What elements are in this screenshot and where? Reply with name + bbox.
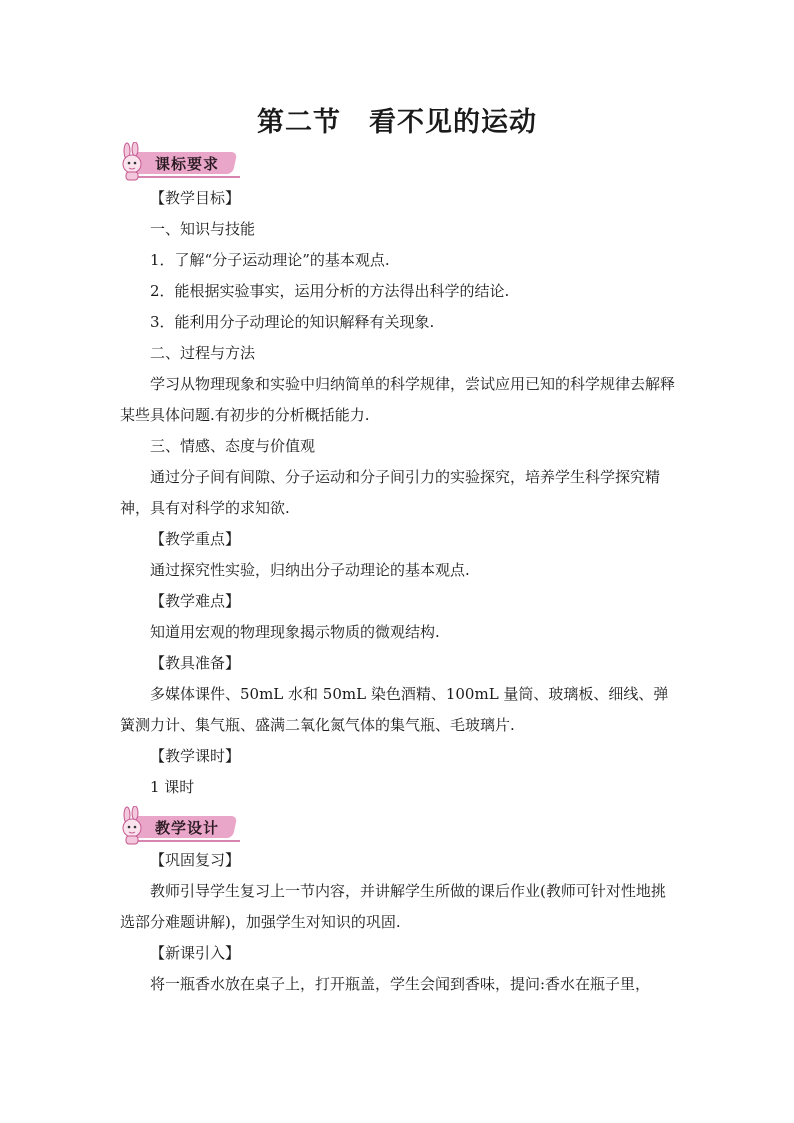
heading-attitude-values: 三、情感、态度与价值观 (150, 437, 316, 455)
paragraph: 学习从物理现象和实验中归纳简单的科学规律，尝试应用已知的科学规律去解释某些具体问题.有初步的分析概括能力. (120, 375, 676, 424)
section-label: 课标要求 (155, 155, 220, 173)
heading-process-method: 二、过程与方法 (150, 344, 256, 362)
heading-new-lesson: 【新课引入】 (150, 944, 241, 962)
paragraph: 将一瓶香水放在桌子上，打开瓶盖，学生会闻到香味，提问:香水在瓶子里， (150, 975, 651, 993)
heading-teaching-goals: 【教学目标】 (150, 189, 241, 207)
rabbit-mascot-icon (117, 142, 153, 182)
list-item: 1．了解“分子运动理论”的基本观点. (150, 251, 390, 269)
paragraph: 知道用宏观的物理现象揭示物质的微观结构. (150, 623, 440, 641)
heading-review: 【巩固复习】 (150, 851, 241, 869)
paragraph: 多媒体课件、50mL 水和 50mL 染色酒精、100mL 量筒、玻璃板、细线、弹簧测力计、集气瓶、盛满二氧化氮气体的集气瓶、毛玻璃片. (120, 685, 669, 734)
heading-class-hours: 【教学课时】 (150, 747, 241, 765)
list-item: 3．能利用分子动理论的知识解释有关现象. (150, 313, 435, 331)
paragraph: 通过探究性实验，归纳出分子动理论的基本观点. (150, 561, 470, 579)
section-label: 教学设计 (155, 819, 220, 837)
page-title: 第二节 看不见的运动 (257, 107, 537, 138)
section-badge-design (117, 806, 242, 846)
list-item: 2．能根据实验事实，运用分析的方法得出科学的结论. (150, 282, 510, 300)
heading-knowledge-skills: 一、知识与技能 (150, 220, 256, 238)
heading-key-points: 【教学重点】 (150, 530, 241, 548)
section-badge-standards (117, 142, 242, 182)
rabbit-mascot-icon (117, 806, 153, 846)
heading-difficulties: 【教学难点】 (150, 592, 241, 610)
paragraph: 教师引导学生复习上一节内容，并讲解学生所做的课后作业(教师可针对性地挑选部分难题讲解)，加强学生对知识的巩固. (120, 882, 666, 931)
paragraph: 1 课时 (150, 778, 195, 796)
heading-materials: 【教具准备】 (150, 654, 241, 672)
paragraph: 通过分子间有间隙、分子运动和分子间引力的实验探究，培养学生科学探究精神，具有对科学的求知欲. (120, 468, 661, 517)
